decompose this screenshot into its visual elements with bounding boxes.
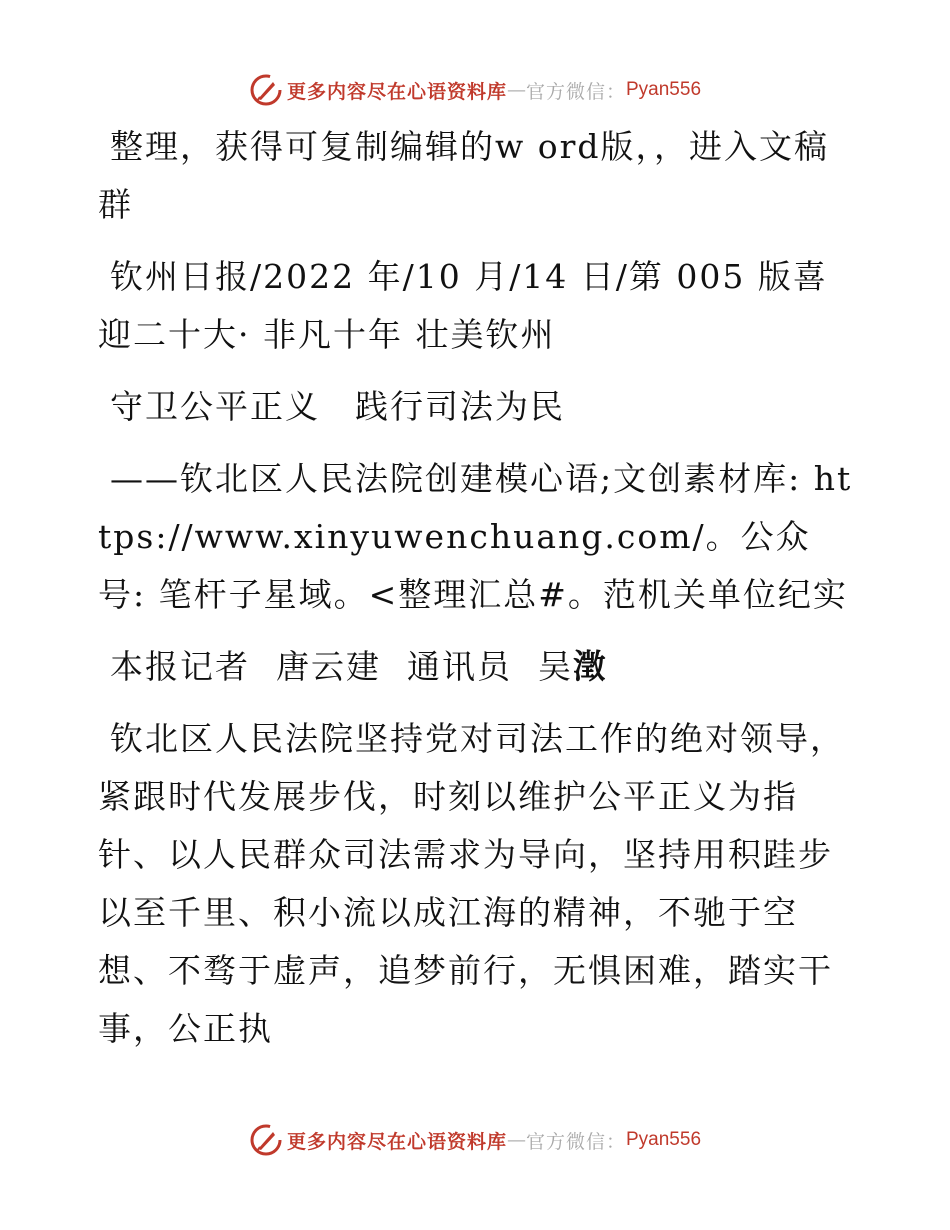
document-body <box>98 118 858 1072</box>
watermark-wechat-label: 官方微信： <box>525 1130 626 1153</box>
correspondent-role: 通讯员 <box>407 647 512 686</box>
correspondent-name-prefix: 吴 <box>538 647 573 686</box>
reporter-name: 唐云建 <box>276 647 381 686</box>
watermark-dash: — <box>506 79 526 101</box>
watermark-wechat-id: Pyan556 <box>626 79 702 100</box>
watermark-site-name: 更多内容尽在心语资料库 <box>286 80 507 103</box>
reporter-role: 本报记者 <box>110 647 250 686</box>
quill-pen-circle-icon <box>249 1123 283 1157</box>
body-paragraph: 钦北区人民法院坚持党对司法工作的绝对领导，紧跟时代发展步伐，时刻以维护公平正义为指针、以人民群众司法需求为导向，坚持用积跬步以至千里、积小流以成江海的精神，不驰于空想、不骛于虚声，追梦前行，无惧困难，踏实干事，公正执 <box>98 719 845 1048</box>
publication-info: 钦州日报/2022 年/10 月/14 日/第 005 版喜迎二十大· 非凡十年 壮美钦州 <box>98 257 828 354</box>
article-title: 守卫公平正义 践行司法为民 <box>110 387 565 426</box>
correspondent-name-bold: 澂 <box>573 647 608 686</box>
watermark-wechat-label: 官方微信： <box>525 80 626 103</box>
intro-paragraph: 整理，获得可复制编辑的w ord版，，进入文稿群 <box>98 127 830 224</box>
article-subtitle: ——钦北区人民法院创建模心语;文创素材库: https://www.xinyuwenchuang.com/。公众号: 笔杆子星域。<整理汇总#。范机关单位纪实 <box>98 459 853 614</box>
header-watermark <box>0 70 950 110</box>
watermark-site-name: 更多内容尽在心语资料库 <box>286 1130 507 1153</box>
byline <box>98 638 858 696</box>
watermark-wechat-id: Pyan556 <box>626 1129 702 1150</box>
footer-watermark <box>0 1120 950 1160</box>
watermark-dash: — <box>506 1129 526 1151</box>
quill-pen-circle-icon <box>249 73 283 107</box>
